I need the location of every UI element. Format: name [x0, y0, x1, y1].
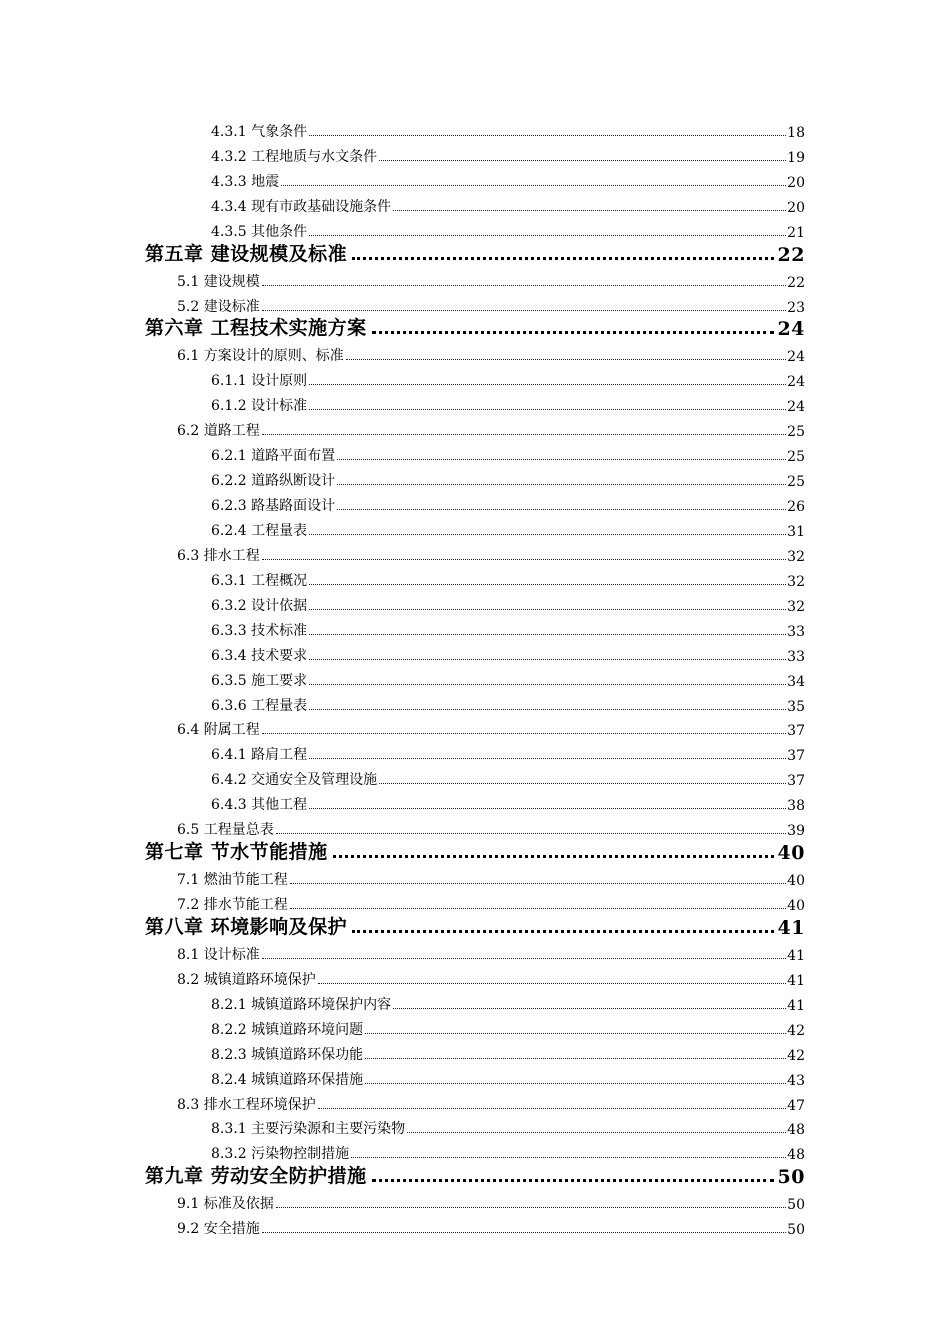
dot-leader [309, 758, 786, 759]
dot-leader [337, 484, 786, 485]
toc-page-number: 24 [787, 374, 805, 391]
toc-entry[interactable] [0, 939, 950, 964]
dot-leader [393, 1008, 786, 1009]
toc-page-number: 18 [787, 124, 805, 141]
toc-page-number: 38 [787, 798, 805, 815]
toc-entry[interactable] [0, 989, 950, 1014]
toc-entry-label: 6.3.6 工程量表 [211, 697, 308, 714]
toc-page-number: 20 [787, 199, 805, 216]
dot-leader [309, 684, 786, 685]
toc-entry[interactable] [0, 390, 950, 415]
dot-leader [337, 509, 786, 510]
toc-entry[interactable] [0, 266, 950, 291]
toc-page-number: 50 [777, 1166, 805, 1189]
toc-entry-label: 4.3.3 地震 [211, 173, 280, 190]
dot-leader [309, 409, 786, 410]
dot-leader [262, 310, 786, 311]
toc-page-number: 32 [787, 548, 805, 565]
toc-page-number: 40 [787, 873, 805, 890]
toc-entry[interactable] [0, 640, 950, 665]
toc-entry-label: 5.2 建设标准 [177, 298, 260, 315]
toc-entry-label: 6.4.2 交通安全及管理设施 [211, 772, 378, 789]
toc-entry[interactable] [0, 340, 950, 365]
toc-entry-label: 第七章 节水节能措施 [145, 841, 328, 864]
toc-page-number: 21 [787, 224, 805, 241]
toc-entry[interactable] [0, 440, 950, 465]
toc-entry-label: 4.3.4 现有市政基础设施条件 [211, 198, 392, 215]
toc-page-number: 43 [787, 1072, 805, 1089]
toc-entry-label: 9.1 标准及依据 [177, 1196, 274, 1213]
toc-page-number: 26 [787, 499, 805, 515]
toc-entry-label: 第八章 环境影响及保护 [145, 915, 348, 938]
toc-entry[interactable] [0, 1039, 950, 1064]
toc-entry-label: 8.3 排水工程环境保护 [177, 1096, 316, 1113]
toc-page-number: 24 [777, 318, 805, 341]
toc-entry[interactable] [0, 216, 950, 241]
toc-entry-label: 7.2 排水节能工程 [177, 897, 288, 913]
dot-leader [276, 833, 786, 834]
dot-leader [309, 659, 786, 660]
toc-entry[interactable] [0, 191, 950, 216]
dot-leader [379, 160, 786, 161]
toc-page-number: 25 [787, 474, 805, 491]
toc-entry-label: 5.1 建设规模 [177, 273, 260, 290]
toc-entry-label: 9.2 安全措施 [177, 1221, 260, 1238]
dot-leader [352, 930, 773, 933]
dot-leader [372, 1179, 774, 1182]
toc-page-number: 20 [787, 174, 805, 191]
toc-entry[interactable] [0, 166, 950, 191]
toc-entry-label: 6.3.5 施工要求 [211, 672, 308, 689]
dot-leader [309, 534, 786, 535]
toc-entry[interactable] [0, 565, 950, 590]
toc-page-number: 47 [787, 1097, 805, 1114]
toc-entry[interactable] [0, 490, 950, 515]
toc-entry-label: 6.1.1 设计原则 [211, 373, 308, 390]
dot-leader [281, 185, 786, 186]
dot-leader [290, 883, 786, 884]
dot-leader [290, 908, 786, 909]
toc-entry[interactable] [0, 141, 950, 166]
toc-entry[interactable] [0, 889, 950, 914]
toc-page-number: 33 [787, 648, 805, 665]
dot-leader [262, 559, 786, 560]
dot-leader [393, 210, 786, 211]
toc-chapter-entry[interactable] [0, 1163, 950, 1188]
toc-page-number: 25 [787, 424, 805, 441]
toc-entry[interactable] [0, 1188, 950, 1213]
toc-entry-label: 第六章 工程技术实施方案 [145, 317, 367, 340]
toc-entry-label: 6.4.3 其他工程 [211, 797, 308, 814]
dot-leader [276, 1207, 786, 1208]
toc-entry[interactable] [0, 540, 950, 565]
dot-leader [365, 1033, 786, 1034]
toc-entry-label: 第五章 建设规模及标准 [145, 242, 348, 265]
toc-entry-label: 8.2.1 城镇道路环境保护内容 [211, 996, 392, 1013]
dot-leader [352, 257, 773, 260]
dot-leader [365, 1083, 786, 1084]
toc-chapter-entry[interactable] [0, 914, 950, 939]
toc-page-number: 42 [787, 1047, 805, 1064]
toc-page-number: 41 [787, 997, 805, 1014]
toc-page-number: 25 [787, 449, 805, 466]
dot-leader [309, 584, 786, 585]
toc-entry-label: 6.2.3 路基路面设计 [211, 498, 336, 514]
toc-page-number: 42 [787, 1022, 805, 1039]
toc-entry[interactable] [0, 690, 950, 715]
toc-entry-label: 6.1 方案设计的原则、标准 [177, 348, 344, 365]
toc-entry-label: 7.1 燃油节能工程 [177, 872, 288, 889]
toc-entry-label: 6.5 工程量总表 [177, 822, 274, 839]
toc-page-number: 37 [787, 723, 805, 740]
toc-page-number: 24 [787, 399, 805, 416]
toc-entry-label: 8.2.2 城镇道路环境问题 [211, 1021, 364, 1038]
toc-page-number: 39 [787, 823, 805, 840]
toc-entry-label: 8.2 城镇道路环境保护 [177, 971, 316, 988]
dot-leader [333, 855, 774, 858]
toc-entry-label: 4.3.2 工程地质与水文条件 [211, 148, 378, 165]
dot-leader [309, 384, 786, 385]
toc-entry[interactable] [0, 1089, 950, 1114]
toc-entry[interactable] [0, 365, 950, 390]
toc-entry[interactable] [0, 415, 950, 440]
dot-leader [372, 331, 774, 334]
toc-entry[interactable] [0, 116, 950, 141]
toc-page-number: 40 [777, 842, 805, 865]
dot-leader [262, 285, 786, 286]
toc-entry-label: 6.4 附属工程 [177, 722, 260, 739]
dot-leader [309, 709, 786, 710]
toc-entry[interactable] [0, 1064, 950, 1089]
toc-chapter-entry[interactable] [0, 241, 950, 266]
toc-entry[interactable] [0, 739, 950, 764]
toc-page-number: 41 [787, 947, 805, 964]
toc-entry[interactable] [0, 1014, 950, 1039]
dot-leader [262, 1232, 786, 1233]
toc-chapter-entry[interactable] [0, 316, 950, 341]
toc-page-number: 33 [787, 623, 805, 640]
toc-entry-label: 6.3 排水工程 [177, 547, 260, 564]
dot-leader [262, 733, 786, 734]
toc-entry[interactable] [0, 814, 950, 839]
dot-leader [309, 808, 786, 809]
toc-chapter-entry[interactable] [0, 839, 950, 864]
dot-leader [407, 1132, 786, 1133]
dot-leader [379, 783, 786, 784]
toc-entry[interactable] [0, 291, 950, 316]
dot-leader [337, 459, 786, 460]
toc-page-number: 32 [787, 573, 805, 590]
toc-page-number: 50 [787, 1197, 805, 1214]
toc-entry[interactable] [0, 1213, 950, 1238]
toc-entry-label: 8.3.1 主要污染源和主要污染物 [211, 1121, 406, 1138]
toc-entry-label: 6.2.2 道路纵断设计 [211, 473, 336, 490]
toc-entry-label: 4.3.1 气象条件 [211, 123, 308, 140]
toc-entry[interactable] [0, 1138, 950, 1163]
toc-page-number: 40 [787, 898, 805, 914]
toc-entry[interactable] [0, 789, 950, 814]
toc-entry-label: 8.2.3 城镇道路环保功能 [211, 1046, 364, 1063]
dot-leader [309, 634, 786, 635]
toc-entry-label: 6.4.1 路肩工程 [211, 747, 308, 764]
toc-entry[interactable] [0, 590, 950, 615]
toc-entry[interactable] [0, 715, 950, 740]
toc-entry-label: 8.1 设计标准 [177, 946, 260, 963]
toc-entry-label: 6.3.1 工程概况 [211, 572, 308, 589]
toc-entry[interactable] [0, 764, 950, 789]
toc-page-number: 22 [777, 243, 805, 266]
toc-entry-label: 6.2 道路工程 [177, 423, 260, 440]
toc-page-number: 41 [777, 916, 805, 939]
toc-page-number: 37 [787, 748, 805, 765]
toc-entry-label: 6.1.2 设计标准 [211, 398, 308, 415]
toc-entry[interactable] [0, 515, 950, 540]
dot-leader [262, 958, 786, 959]
toc-page-number: 31 [787, 523, 805, 540]
dot-leader [309, 135, 786, 136]
toc-page-number: 41 [787, 972, 805, 989]
toc-page-number: 19 [787, 149, 805, 166]
toc-page-number: 48 [787, 1122, 805, 1139]
toc-entry-label: 6.3.3 技术标准 [211, 622, 308, 639]
toc-page-number: 37 [787, 773, 805, 790]
toc-page-number: 48 [787, 1147, 805, 1164]
dot-leader [365, 1058, 786, 1059]
dot-leader [309, 235, 786, 236]
toc-entry[interactable] [0, 964, 950, 989]
toc-entry[interactable] [0, 864, 950, 889]
toc-entry-label: 6.3.4 技术要求 [211, 647, 308, 664]
toc-entry-label: 第九章 劳动安全防护措施 [145, 1165, 367, 1188]
toc-entry-label: 6.2.4 工程量表 [211, 522, 308, 539]
toc-page-number: 50 [787, 1222, 805, 1239]
dot-leader [309, 609, 786, 610]
dot-leader [351, 1157, 786, 1158]
toc-page-number: 22 [787, 274, 805, 291]
toc-entry[interactable] [0, 1114, 950, 1139]
toc-entry-label: 4.3.5 其他条件 [211, 223, 308, 240]
toc-page-number: 24 [787, 349, 805, 366]
toc-entry-label: 8.2.4 城镇道路环保措施 [211, 1071, 364, 1088]
toc-page-number: 32 [787, 598, 805, 615]
toc-entry-label: 8.3.2 污染物控制措施 [211, 1146, 350, 1163]
dot-leader [262, 434, 786, 435]
toc-entry[interactable] [0, 665, 950, 690]
toc-entry[interactable] [0, 615, 950, 640]
toc-page-number: 35 [787, 698, 805, 715]
dot-leader [318, 1108, 786, 1109]
table-of-contents [0, 116, 950, 1238]
toc-page-number: 23 [787, 299, 805, 316]
dot-leader [318, 983, 786, 984]
dot-leader [346, 359, 786, 360]
toc-entry-label: 6.3.2 设计依据 [211, 597, 308, 614]
toc-entry-label: 6.2.1 道路平面布置 [211, 448, 336, 465]
toc-page-number: 34 [787, 673, 805, 690]
toc-entry[interactable] [0, 465, 950, 490]
